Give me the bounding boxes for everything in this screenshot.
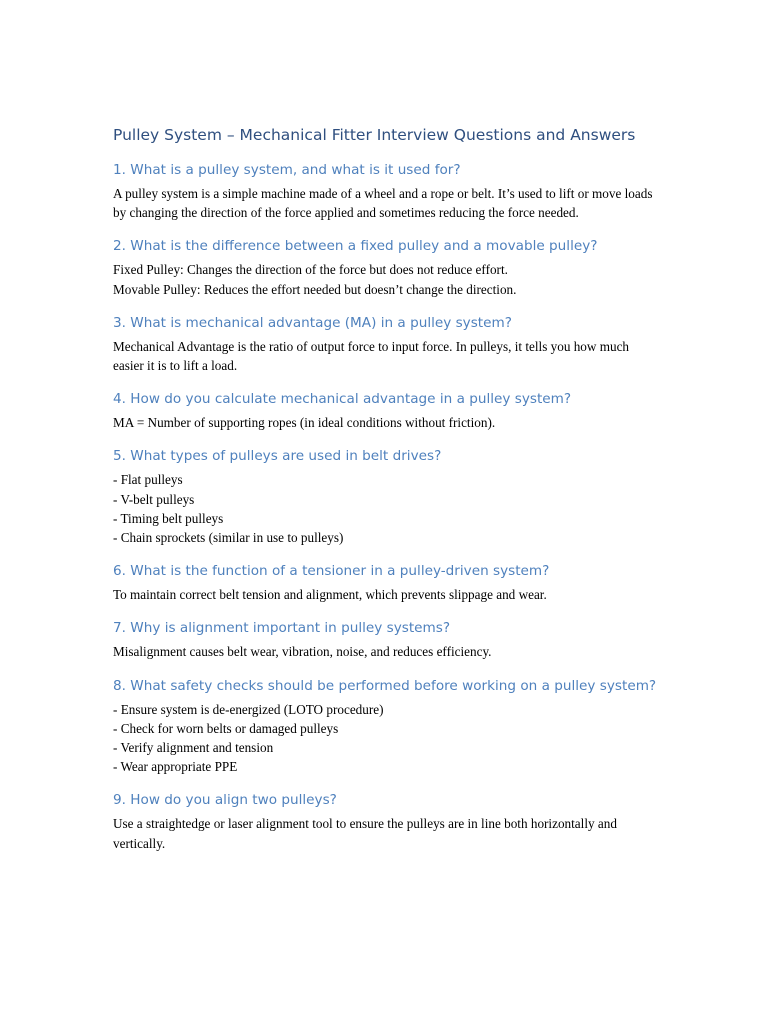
question-heading: 1. What is a pulley system, and what is it used for? (113, 162, 461, 178)
question-heading: 3. What is mechanical advantage (MA) in a pulley system? (113, 314, 512, 331)
list-item: - Verify alignment and tension (113, 740, 274, 756)
list-item: - Ensure system is de-energized (LOTO procedure) (113, 701, 384, 717)
qa-section-8 (113, 676, 658, 777)
qa-section-5 (113, 446, 658, 547)
qa-section-3 (113, 313, 658, 375)
answer-line: Fixed Pulley: Changes the direction of the force but does not reduce effort. (113, 262, 508, 278)
answer-line: Movable Pulley: Reduces the effort needed but doesn’t change the direction. (113, 281, 517, 297)
list-item: - Flat pulleys (113, 472, 183, 488)
question-heading: 4. How do you calculate mechanical advantage in a pulley system? (113, 391, 572, 408)
list-item: - V-belt pulleys (113, 491, 195, 507)
qa-section-6 (113, 561, 658, 604)
qa-section-1 (113, 160, 658, 222)
answer-text: Mechanical Advantage is the ratio of output force to input force. In pulleys, it tells you how much easier it is to lift a load. (113, 338, 630, 374)
qa-section-2 (113, 236, 658, 298)
question-heading: 9. How do you align two pulleys? (113, 792, 337, 809)
answer-text (113, 260, 658, 298)
document-title: Pulley System – Mechanical Fitter Interview Questions and Answers (113, 126, 636, 144)
list-item: - Timing belt pulleys (113, 510, 224, 526)
answer-list (113, 470, 658, 547)
question-heading: 8. What safety checks should be performed before working on a pulley system? (113, 677, 657, 694)
document-content (113, 124, 658, 867)
answer-list (113, 700, 658, 777)
qa-section-9 (113, 790, 658, 852)
question-heading: 6. What is the function of a tensioner in a pulley-driven system? (113, 563, 550, 580)
answer-text: Use a straightedge or laser alignment tool to ensure the pulleys are in line both horizontally and vertically. (113, 816, 617, 851)
question-heading: 5. What types of pulleys are used in belt drives? (113, 448, 442, 465)
list-item: - Chain sprockets (similar in use to pulleys) (113, 530, 344, 546)
list-item: - Check for worn belts or damaged pulleys (113, 720, 339, 736)
qa-section-7 (113, 618, 658, 661)
answer-text: Misalignment causes belt wear, vibration, noise, and reduces efficiency. (113, 644, 492, 660)
list-item: - Wear appropriate PPE (113, 759, 238, 775)
qa-section-4 (113, 389, 658, 432)
question-heading: 2. What is the difference between a fixed pulley and a movable pulley? (113, 238, 598, 255)
question-heading: 7. Why is alignment important in pulley systems? (113, 620, 451, 637)
answer-text: MA = Number of supporting ropes (in ideal conditions without friction). (113, 415, 496, 431)
answer-text: A pulley system is a simple machine made of a wheel and a rope or belt. It’s used to lift or move loads by changing the direction of the force applied and sometimes reducing the force needed. (113, 186, 653, 221)
answer-text: To maintain correct belt tension and alignment, which prevents slippage and wear. (113, 587, 547, 603)
